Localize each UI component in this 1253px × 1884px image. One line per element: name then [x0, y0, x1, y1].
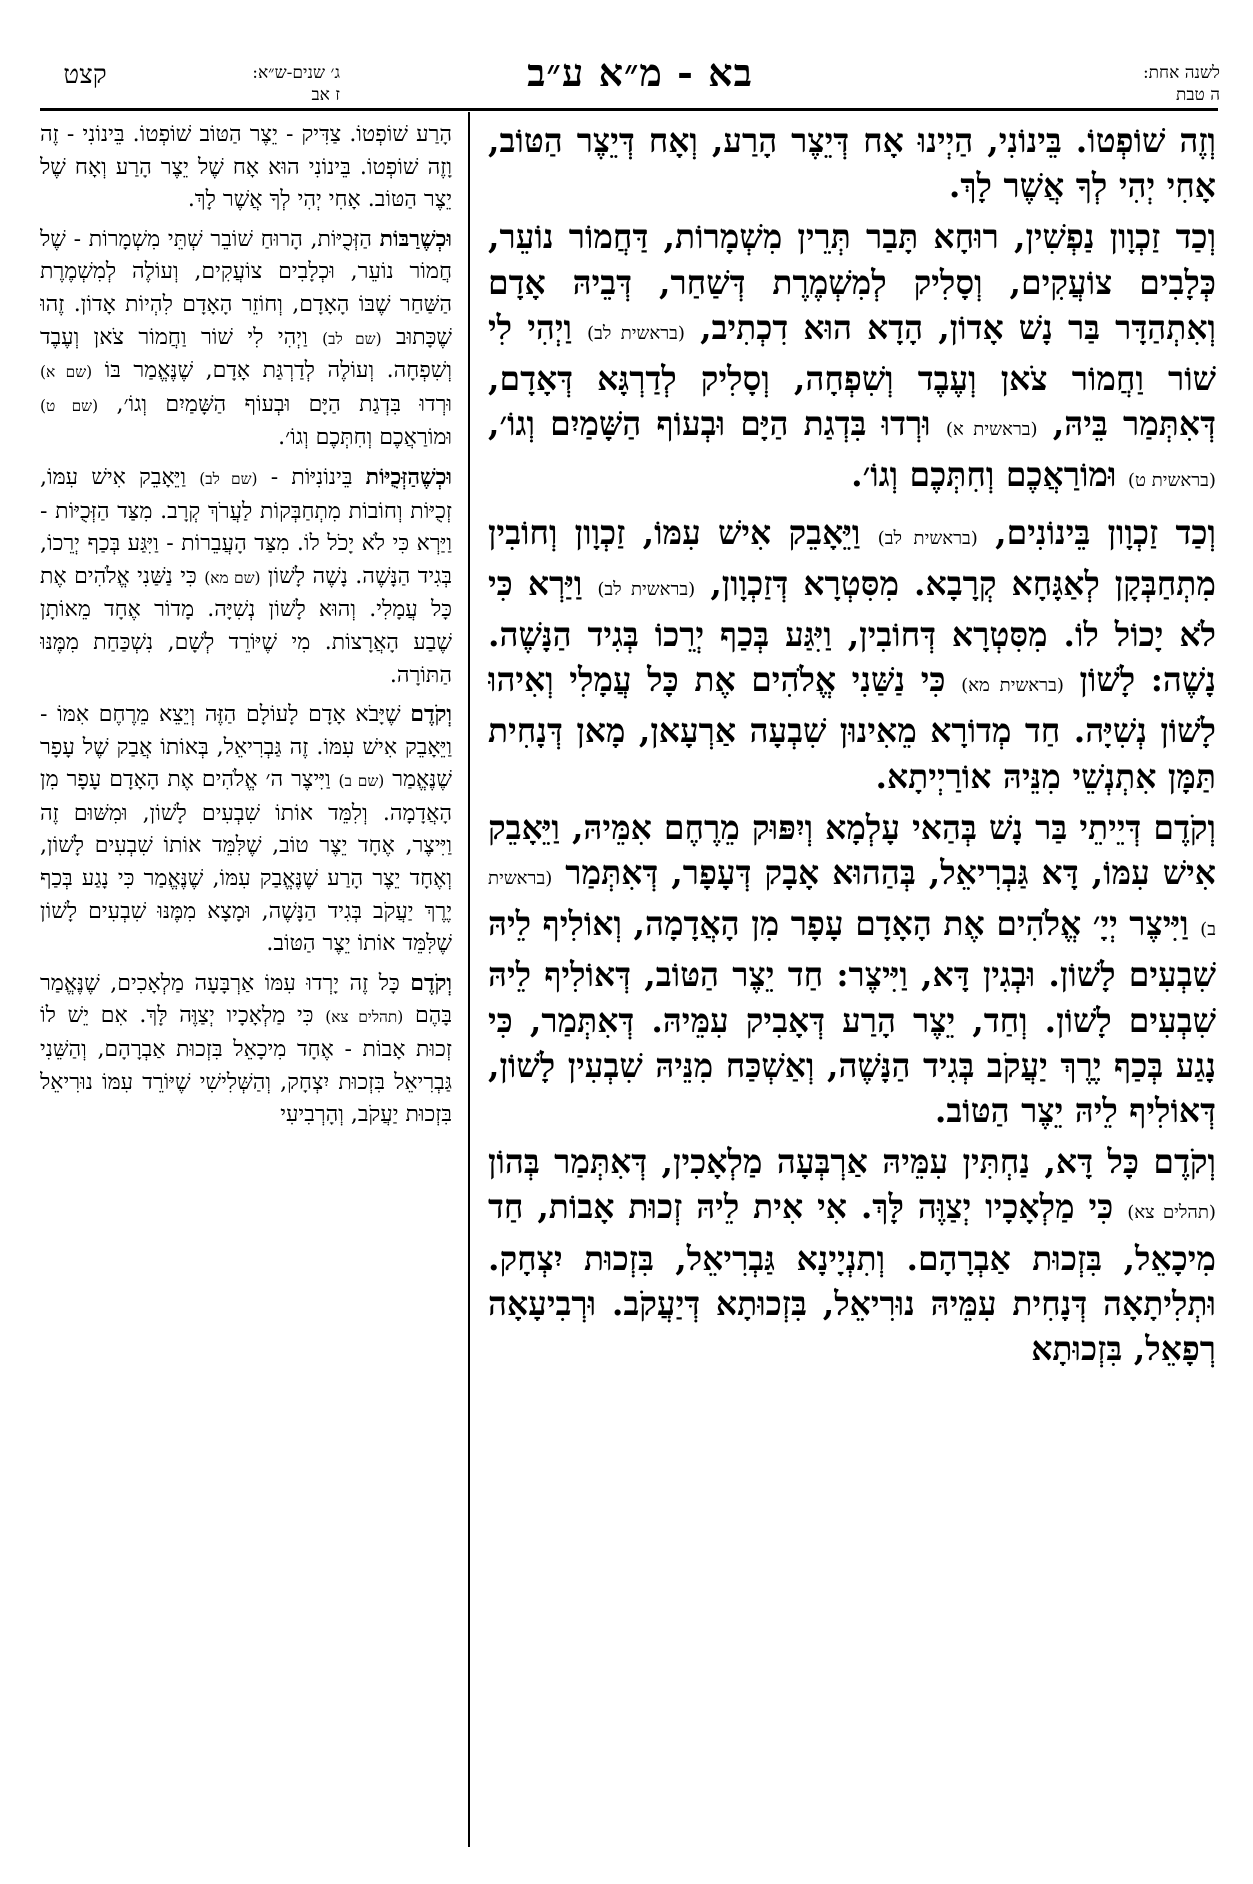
side-paragraph: וּכְשֶׁרַבּוֹת הַזְּכֻיּוֹת, הָרוּחַ שׁוֹבֵר שְׁתֵּי מִשְׁמָרוֹת - שֶׁל חֲמוֹר נוֹעֵר, וּכְלָבִים צוֹעֲקִים, וְעוֹלֶה לְמִשְׁמֶרֶת הַשַּׁחַר שֶׁבּוֹ הָאָדָם, וְחוֹזֵר הָאָדָם לִהְיוֹת אָדוֹן. זֶהוּ שֶׁכָּתוּב (שם לב) וַיְהִי לִי שׁוֹר וַחֲמוֹר צֹאן וְעֶבֶד וְשִׁפְחָה. וְעוֹלֶה לְדַרְגַּת אָדָם, שֶׁנֶּאֱמַר בּוֹ (שם א) וּרְדוּ בִּדְגַת הַיָּם וּבְעוֹף הַשָּׁמַיִם וְגוֹ׳, (שם ט) וּמוֹרַאֲכֶם וְחִתְּכֶם וְגוֹ׳. [40, 225, 452, 451]
side-paragraph: וּכְשֶׁהַזְּכֻיּוֹת בֵּינוֹנִיּוֹת - (שם לב) וַיֵּאָבֵק אִישׁ עִמּוֹ, זְכֻיּוֹת וְחוֹבוֹת מִתְחַבְּקוֹת לַעֲרֹךְ קְרָב. מִצַּד הַזְּכֻיּוֹת - וַיַּרְא כִּי לֹא יָכֹל לוֹ. מִצַּד הָעֲבֵרוֹת - וַיִּגַּע בְּכַף יְרֵכוֹ, בְּגִיד הַנָּשֶׁה. נָשֶׁה לָשׁוֹן (שם מא) כִּי נַשַּׁנִי אֱלֹהִים אֶת כָּל עֲמָלִי. וְהוּא לָשׁוֹן נְשִׁיָּה. מָדוֹר אֶחָד מֵאוֹתָן שֶׁבַע הָאֲרָצוֹת. מִי שֶׁיּוֹרֵד לְשָׁם, נִשְׁכַּחַת מִמֶּנּוּ הַתּוֹרָה. [40, 463, 452, 688]
three-year-label: ג׳ שנים-ש״א: [252, 63, 340, 83]
verse-reference: (בראשית לב) [877, 527, 978, 549]
one-year-date: ה טבת [1175, 85, 1220, 105]
verse-reference: (שם מא) [204, 568, 261, 587]
main-paragraph: וְזֶה שׁוֹפְטוֹ. בֵּינוֹנִי, הַיְינוּ אָח דְּיֵצֶר הָרַע, וְאָח דְּיֵצֶר הַטּוֹב, אָחִי יְהִי לְךָ אֲשֶׁר לָךְ. [488, 121, 1216, 206]
verse-reference: (בראשית א) [945, 419, 1038, 441]
page-title: בא - מ״א ע״ב [527, 50, 753, 95]
verse-reference: (שם ב) [338, 772, 385, 791]
one-year-schedule [1000, 62, 1220, 106]
verse-reference: (שם לב) [199, 469, 258, 488]
header-rule [40, 108, 1218, 111]
main-paragraph: וְקֹדֶם דְּיֵיתֵי בַּר נָשׁ בְּהַאי עָלְמָא וְיִפּוּק מֵרֶחֶם אִמֵּיהּ, וַיֵּאָבֵק אִישׁ עִמּוֹ, דָּא גַּבְרִיאֵל, בְּהַהוּא אָבָק דְּעָפָר, דְּאִתְּמַר (בראשית ב) וַיִּיצֶר יְיָ׳ אֱלֹהִים אֶת הָאָדָם עָפָר מִן הָאֲדָמָה, וְאוֹלִיף לֵיהּ שִׁבְעִים לָשׁוֹן. וּבְגִין דָּא, וַיִּיצֶר: חַד יֵצֶר הַטּוֹב, דְּאוֹלִיף לֵיהּ שִׁבְעִים לָשׁוֹן. וְחַד, יֵצֶר הָרַע דְּאָבִיק עִמֵּיהּ. דְּאִתְּמַר, כִּי נָגַע בְּכַף יֶרֶךְ יַעֲקֹב בְּגִיד הַנָּשֶׁה, וְאַשְׁכַּח מִנֵּיהּ שִׁבְעִין לָשׁוֹן, דְּאוֹלִיף לֵיהּ יֵצֶר הַטּוֹב. [488, 807, 1216, 1131]
column-divider [468, 112, 470, 1847]
main-paragraph: וְכַד זַכְוָון נַפְשִׁין, רוּחָא תָּבַר תְּרֵין מִשְׁמָרוֹת, דַּחֲמוֹר נוֹעֵר, כְּלָבִים צוֹעֲקִים, וְסָלִיק לְמִשְׁמֶרֶת דְּשַׁחַר, דְּבֵיהּ אָדָם וְאִתְהַדָּר בַּר נָשׁ אָדוֹן, הָדָא הוּא דִכְתִיב, (בראשית לב) וַיְהִי לִי שׁוֹר וַחֲמוֹר צֹאן וְעֶבֶד וְשִׁפְחָה, וְסָלִיק לְדַרְגָּא דְּאָדָם, דְּאִתְּמַר בֵּיהּ, (בראשית א) וּרְדוּ בִּדְגַת הַיָּם וּבְעוֹף הַשָּׁמַיִם וְגוֹ׳, (בראשית ט) וּמוֹרַאֲכֶם וְחִתְּכֶם וְגוֹ׳. [488, 217, 1216, 495]
verse-reference: (בראשית לב) [587, 322, 685, 344]
main-paragraph: וְקֹדֶם כָּל דָּא, נַחְתִּין עִמֵּיהּ אַרְבְּעָה מַלְאָכִין, דְּאִתְּמַר בְּהוֹן (תהלים צא) כִּי מַלְאָכָיו יְצַוֶּה לָּךְ. אִי אִית לֵיהּ זְכוּת אָבוֹת, חַד מִיכָאֵל, בִּזְכוּת אַבְרָהָם. וְתִנְיָינָא גַּבְרִיאֵל, בִּזְכוּת יִצְחָק. וּתְלִיתָאָה דְּנָחִית עִמֵּיהּ נוּרִיאֵל, בִּזְכוּתָא דְּיַעֲקֹב. וּרְבִיעָאָה רְפָאֵל, בִּזְכוּתָא [488, 1142, 1216, 1369]
verse-reference: (שם לב) [322, 329, 382, 348]
side-paragraph: וְקֹדֶם כָּל זֶה יָרְדוּ עִמּוֹ אַרְבָּעָה מַלְאָכִים, שֶׁנֶּאֱמַר בָּהֶם (תהלים צא) כִּי מַלְאָכָיו יְצַוֶּה לָּךְ. אִם יֵשׁ לוֹ זְכוּת אָבוֹת - אֶחָד מִיכָאֵל בִּזְכוּת אַבְרָהָם, וְהַשֵּׁנִי גַּבְרִיאֵל בִּזְכוּת יִצְחָק, וְהַשְּׁלִישִׁי שֶׁיּוֹרֵד עִמּוֹ נוּרִיאֵל בִּזְכוּת יַעֲקֹב, וְהָרְבִיעִי [40, 969, 452, 1128]
verse-reference: (בראשית מא) [961, 675, 1064, 697]
page-header [0, 0, 1253, 112]
main-paragraph: וְכַד זַכְוָון בֵּינוֹנִים, (בראשית לב) וַיֵּאָבֵק אִישׁ עִמּוֹ, זַכְוָון וְחוֹבִין מִתְחַבְּקָן לְאַגָּחָא קְרָבָא. מִסִּטְרָא דְּזַכְוָון, (בראשית לב) וַיַּרְא כִּי לֹא יָכוֹל לוֹ. מִסִּטְרָא דְּחוֹבִין, וַיִּגַּע בְּכַף יְרֵכוֹ בְּגִיד הַנָּשֶׁה. נָשֶׁה: לָשׁוֹן (בראשית מא) כִּי נַשַּׁנִי אֱלֹהִים אֶת כָּל עֲמָלִי וְאִיהוּ לָשׁוֹן נְשִׁיָּה. חַד מְדוֹרָא מֵאִינוּן שִׁבְעָה אַרְעָאן, מָאן דְּנָחִית תַּמָּן אִתְנְשֵׁי מִנֵּיהּ אוֹרַיְיתָא. [488, 512, 1216, 796]
main-column-aramaic [488, 118, 1216, 1853]
verse-reference: (בראשית לב) [597, 578, 696, 600]
verse-reference: (בראשית ב) [488, 868, 1216, 941]
verse-reference: (תהלים צא) [325, 1008, 404, 1027]
verse-reference: (בראשית ט) [1127, 470, 1216, 492]
side-paragraph: וְקֹדֶם שֶׁיָּבֹא אָדָם לָעוֹלָם הַזֶּה וְיֵצֵא מֵרֶחֶם אִמּוֹ - וַיֵּאָבֵק אִישׁ עִמּוֹ. זֶה גַּבְרִיאֵל, בְּאוֹתוֹ אֲבַק שֶׁל עָפָר שֶׁנֶּאֱמַר (שם ב) וַיִּיצֶר ה׳ אֱלֹהִים אֶת הָאָדָם עָפָר מִן הָאֲדָמָה. וְלִמֵּד אוֹתוֹ שִׁבְעִים לָשׁוֹן, וּמִשּׁוּם זֶה וַיִּיצֶר, אֶחָד יֵצֶר טוֹב, שֶׁלִּמֵּד אוֹתוֹ שִׁבְעִים לָשׁוֹן, וְאֶחָד יֵצֶר הָרַע שֶׁנֶּאֱבַק עִמּוֹ, שֶׁנֶּאֱמַר כִּי נָגַע בְּכַף יֶרֶךְ יַעֲקֹב בְּגִיד הַנָּשֶׁה, וּמָצָא מִמֶּנּוּ שִׁבְעִים לָשׁוֹן שֶׁלִּמֵּד אוֹתוֹ יֵצֶר הַטּוֹב. [40, 701, 452, 957]
page-number: קצט [63, 60, 107, 90]
verse-reference: (שם ט) [40, 396, 99, 415]
side-column-translation [40, 118, 452, 1853]
three-year-schedule [145, 62, 340, 106]
one-year-label: לשנה אחת: [1142, 63, 1220, 83]
verse-reference: (תהלים צא) [1127, 1202, 1216, 1224]
verse-reference: (שם א) [40, 363, 93, 382]
three-year-date: ז אב [311, 85, 340, 105]
side-paragraph: הָרַע שׁוֹפְטוֹ. צַדִּיק - יֵצֶר הַטּוֹב שׁוֹפְטוֹ. בֵּינוֹנִי - זֶה וָזֶה שׁוֹפְטוֹ. בֵּינוֹנִי הוּא אָח שֶׁל יֵצֶר הָרַע וְאָח שֶׁל יֵצֶר הַטּוֹב. אָחִי יְהִי לְךָ אֲשֶׁר לָךְ. [40, 122, 452, 213]
